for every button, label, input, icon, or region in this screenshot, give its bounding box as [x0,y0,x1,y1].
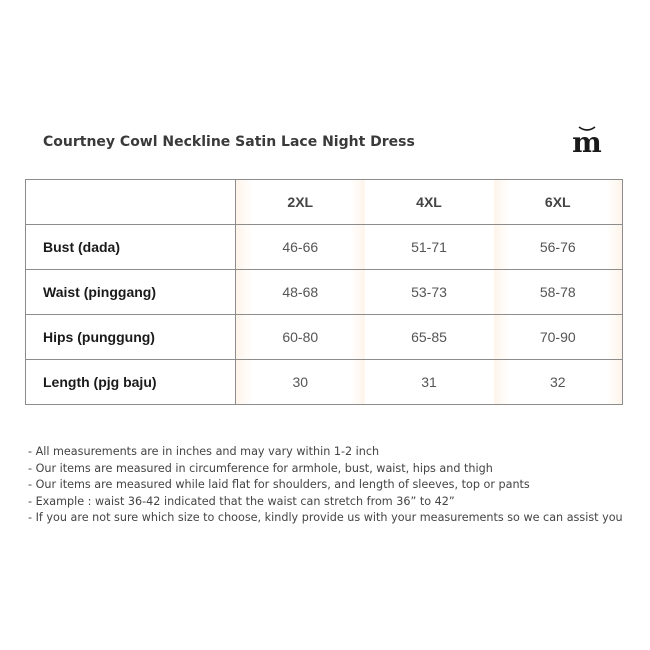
table-cell: 53-73 [365,270,494,315]
table-cell: 51-71 [365,225,494,270]
table-row [26,360,623,405]
table-row [26,270,623,315]
measurement-notes [28,444,623,527]
table-row [26,225,623,270]
row-label: Waist (pinggang) [26,270,236,315]
table-cell: 48-68 [236,270,365,315]
header-size-4xl: 4XL [365,180,494,225]
table-cell: 58-78 [494,270,623,315]
table-cell: 31 [365,360,494,405]
note-line: - Our items are measured in circumference for armhole, bust, waist, hips and thigh [28,461,493,475]
table-cell: 60-80 [236,315,365,360]
note-line: - Our items are measured while laid flat for shoulders, and length of sleeves, top or pants [28,478,530,491]
note-line: - Example : waist 36-42 indicated that the waist can stretch from 36” to 42” [28,494,455,508]
size-chart-table [25,179,623,405]
row-label: Hips (punggung) [26,315,236,360]
table-cell: 30 [236,360,365,405]
header-row [26,180,623,225]
brand-logo [570,124,604,158]
table-cell: 46-66 [236,225,365,270]
row-label: Bust (dada) [26,225,236,270]
header-size-6xl: 6XL [494,180,623,225]
row-label: Length (pjg baju) [26,360,236,405]
product-title: Courtney Cowl Neckline Satin Lace Night Dress [43,134,415,150]
table-cell: 32 [494,360,623,405]
table-row [26,315,623,360]
note-line: - If you are not sure which size to choose, kindly provide us with your measurements so we can assist you [28,511,623,524]
table-cell: 70-90 [494,315,623,360]
table-cell: 65-85 [365,315,494,360]
table-cell: 56-76 [494,225,623,270]
svg-text:m: m [572,126,602,158]
header-empty-cell [26,180,236,225]
note-line: - All measurements are in inches and may vary within 1-2 inch [28,445,380,458]
header-size-2xl: 2XL [236,180,365,225]
